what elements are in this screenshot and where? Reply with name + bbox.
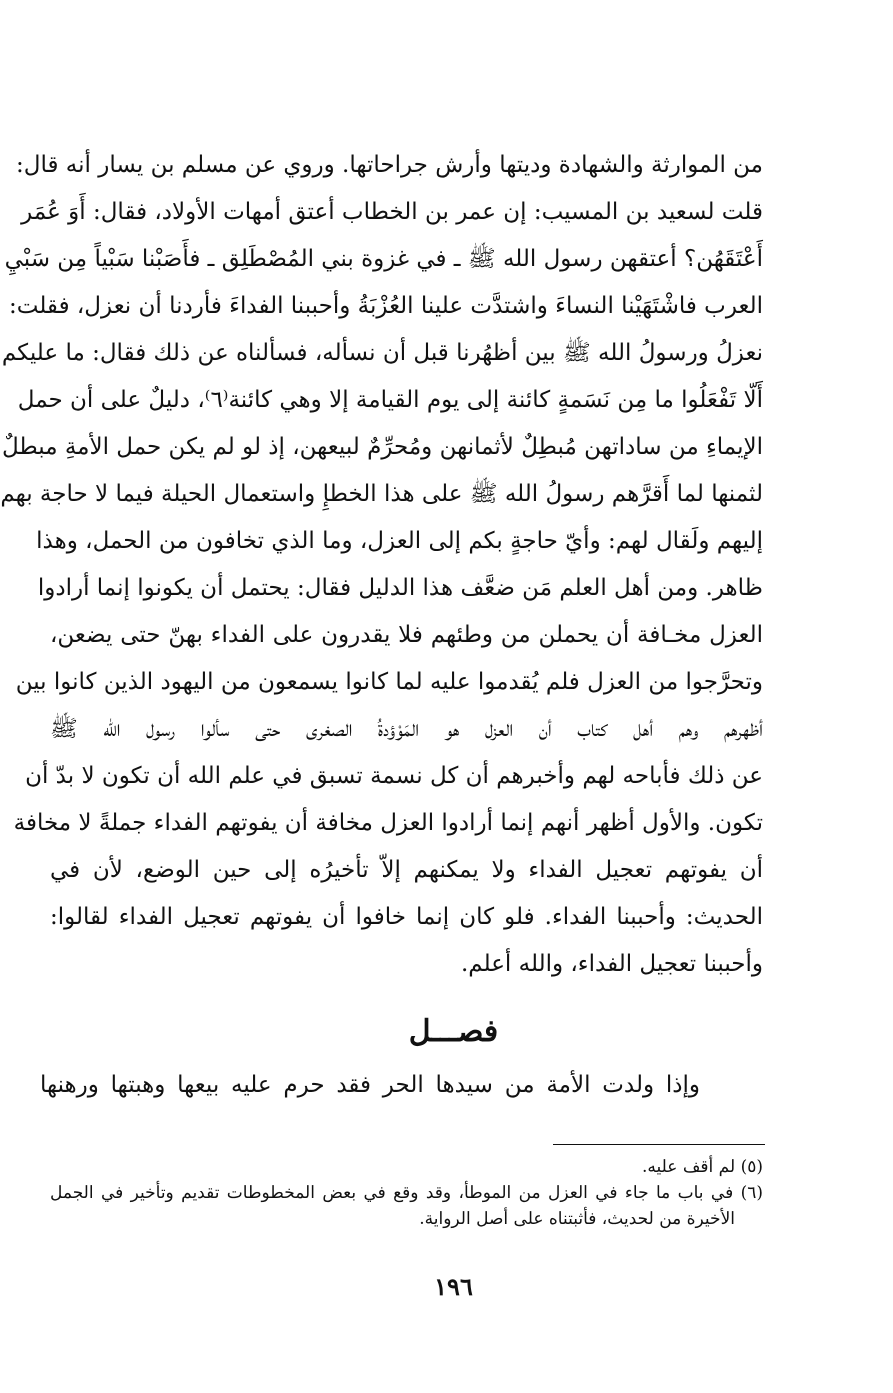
text-line: العزل مخـافة أن يحملن من وطئهم فلا يقدرون على الفداء بهنّ حتى يضعن، bbox=[50, 622, 763, 648]
text-line: ظاهر. ومن أهل العلم مَن ضعَّف هذا الدليل فقال: يحتمل أن يكونوا إنما أرادوا bbox=[37, 575, 763, 601]
text-line: أن يفوتهم تعجيل الفداء ولا يمكنهم إلاّ تأخيرُه إلى حين الوضع، لأن في bbox=[50, 857, 763, 883]
page-number: ١٩٦ bbox=[434, 1272, 473, 1301]
text-line: أَعْتَقَهُن؟ أعتقهن رسول الله ﷺ ـ في غزوة بني المُصْطَلِق ـ فأَصَبْنا سَبْياً مِن سَبْيِ bbox=[4, 246, 763, 272]
text-line: من الموارثة والشهادة وديتها وأرش جراحاتها. وروي عن مسلم بن يسار أنه قال: bbox=[16, 152, 763, 178]
text-line: عن ذلك فأباحه لهم وأخبرهم أن كل نسمة تسبق في علم الله أن تكون لا بدّ أن bbox=[25, 763, 763, 789]
section-first-line: وإذا ولدت الأمة من سيدها الحر فقد حرم عليه بيعها وهبتها ورهنها bbox=[40, 1072, 700, 1098]
text-line: إليهم ولَقال لهم: وأيّ حاجةٍ بكم إلى العزل، وما الذي تخافون من الحمل، وهذا bbox=[36, 528, 763, 554]
text-line: الإيماءِ من ساداتهن مُبطِلٌ لأثمانهن ومُحرِّمٌ لبيعهن، إذ لو لم يكن حمل الأمةِ مبطلٌ bbox=[1, 434, 763, 460]
main-text-block bbox=[0, 142, 763, 988]
text-line: قلت لسعيد بن المسيب: إن عمر بن الخطاب أعتق أمهات الأولاد، فقال: أَوَ عُمَر bbox=[21, 199, 763, 225]
footnote-6: (٦) في باب ما جاء في العزل من الموطأ، وقد وقع في بعض المخطوطات تقديم وتأخير في الجمل bbox=[50, 1183, 763, 1203]
text-line: أَلّا تَفْعَلُوا ما مِن نَسَمةٍ كائنة إلى يوم القيامة إلا وهي كائنة⁽٦⁾، دليلٌ على أن حمل bbox=[17, 387, 763, 413]
text-line: لثمنها لما أَقرَّهم رسولُ الله ﷺ على هذا الخطإِ واستعمال الحيلة فيما لا حاجة بهم bbox=[0, 481, 763, 507]
text-line: وأحببنا تعجيل الفداء، والله أعلم. bbox=[460, 951, 763, 977]
footnote-divider bbox=[553, 1144, 765, 1145]
footnotes-block bbox=[50, 1154, 763, 1232]
text-line: العرب فاشْتَهَيْنا النساءَ واشتدَّت علينا العُزْبَةُ وأحببنا الفداءَ فأردنا أن نعزل، فقلت: bbox=[8, 293, 763, 319]
text-line: وتحرَّجوا من العزل فلم يُقدموا عليه لما كانوا يسمعون من اليهود الذين كانوا بين bbox=[15, 669, 763, 695]
text-line: نعزلُ ورسولُ الله ﷺ بين أظهُرنا قبل أن نسأله، فسألناه عن ذلك فقال: ما عليكم bbox=[1, 340, 763, 366]
text-line: الحديث: وأحببنا الفداء. فلو كان إنما خافوا أن يفوتهم تعجيل الفداء لقالوا: bbox=[50, 904, 763, 930]
footnote-6-continuation: الأخيرة من لحديث، فأثبتناه على أصل الرواية. bbox=[419, 1209, 735, 1229]
text-line: تكون. والأول أظهر أنهم إنما أرادوا العزل مخافة أن يفوتهم الفداء جملةً لا مخافة bbox=[13, 810, 763, 836]
footnote-5: (٥) لم أقف عليه. bbox=[642, 1157, 763, 1177]
text-line: أظهرهم وهم أهل كتاب أن العزل هو المَوْؤدةُ الصغرى حتى سألوا رسول الله ﷺ bbox=[50, 716, 763, 742]
section-heading: فصـــل bbox=[408, 1014, 499, 1049]
